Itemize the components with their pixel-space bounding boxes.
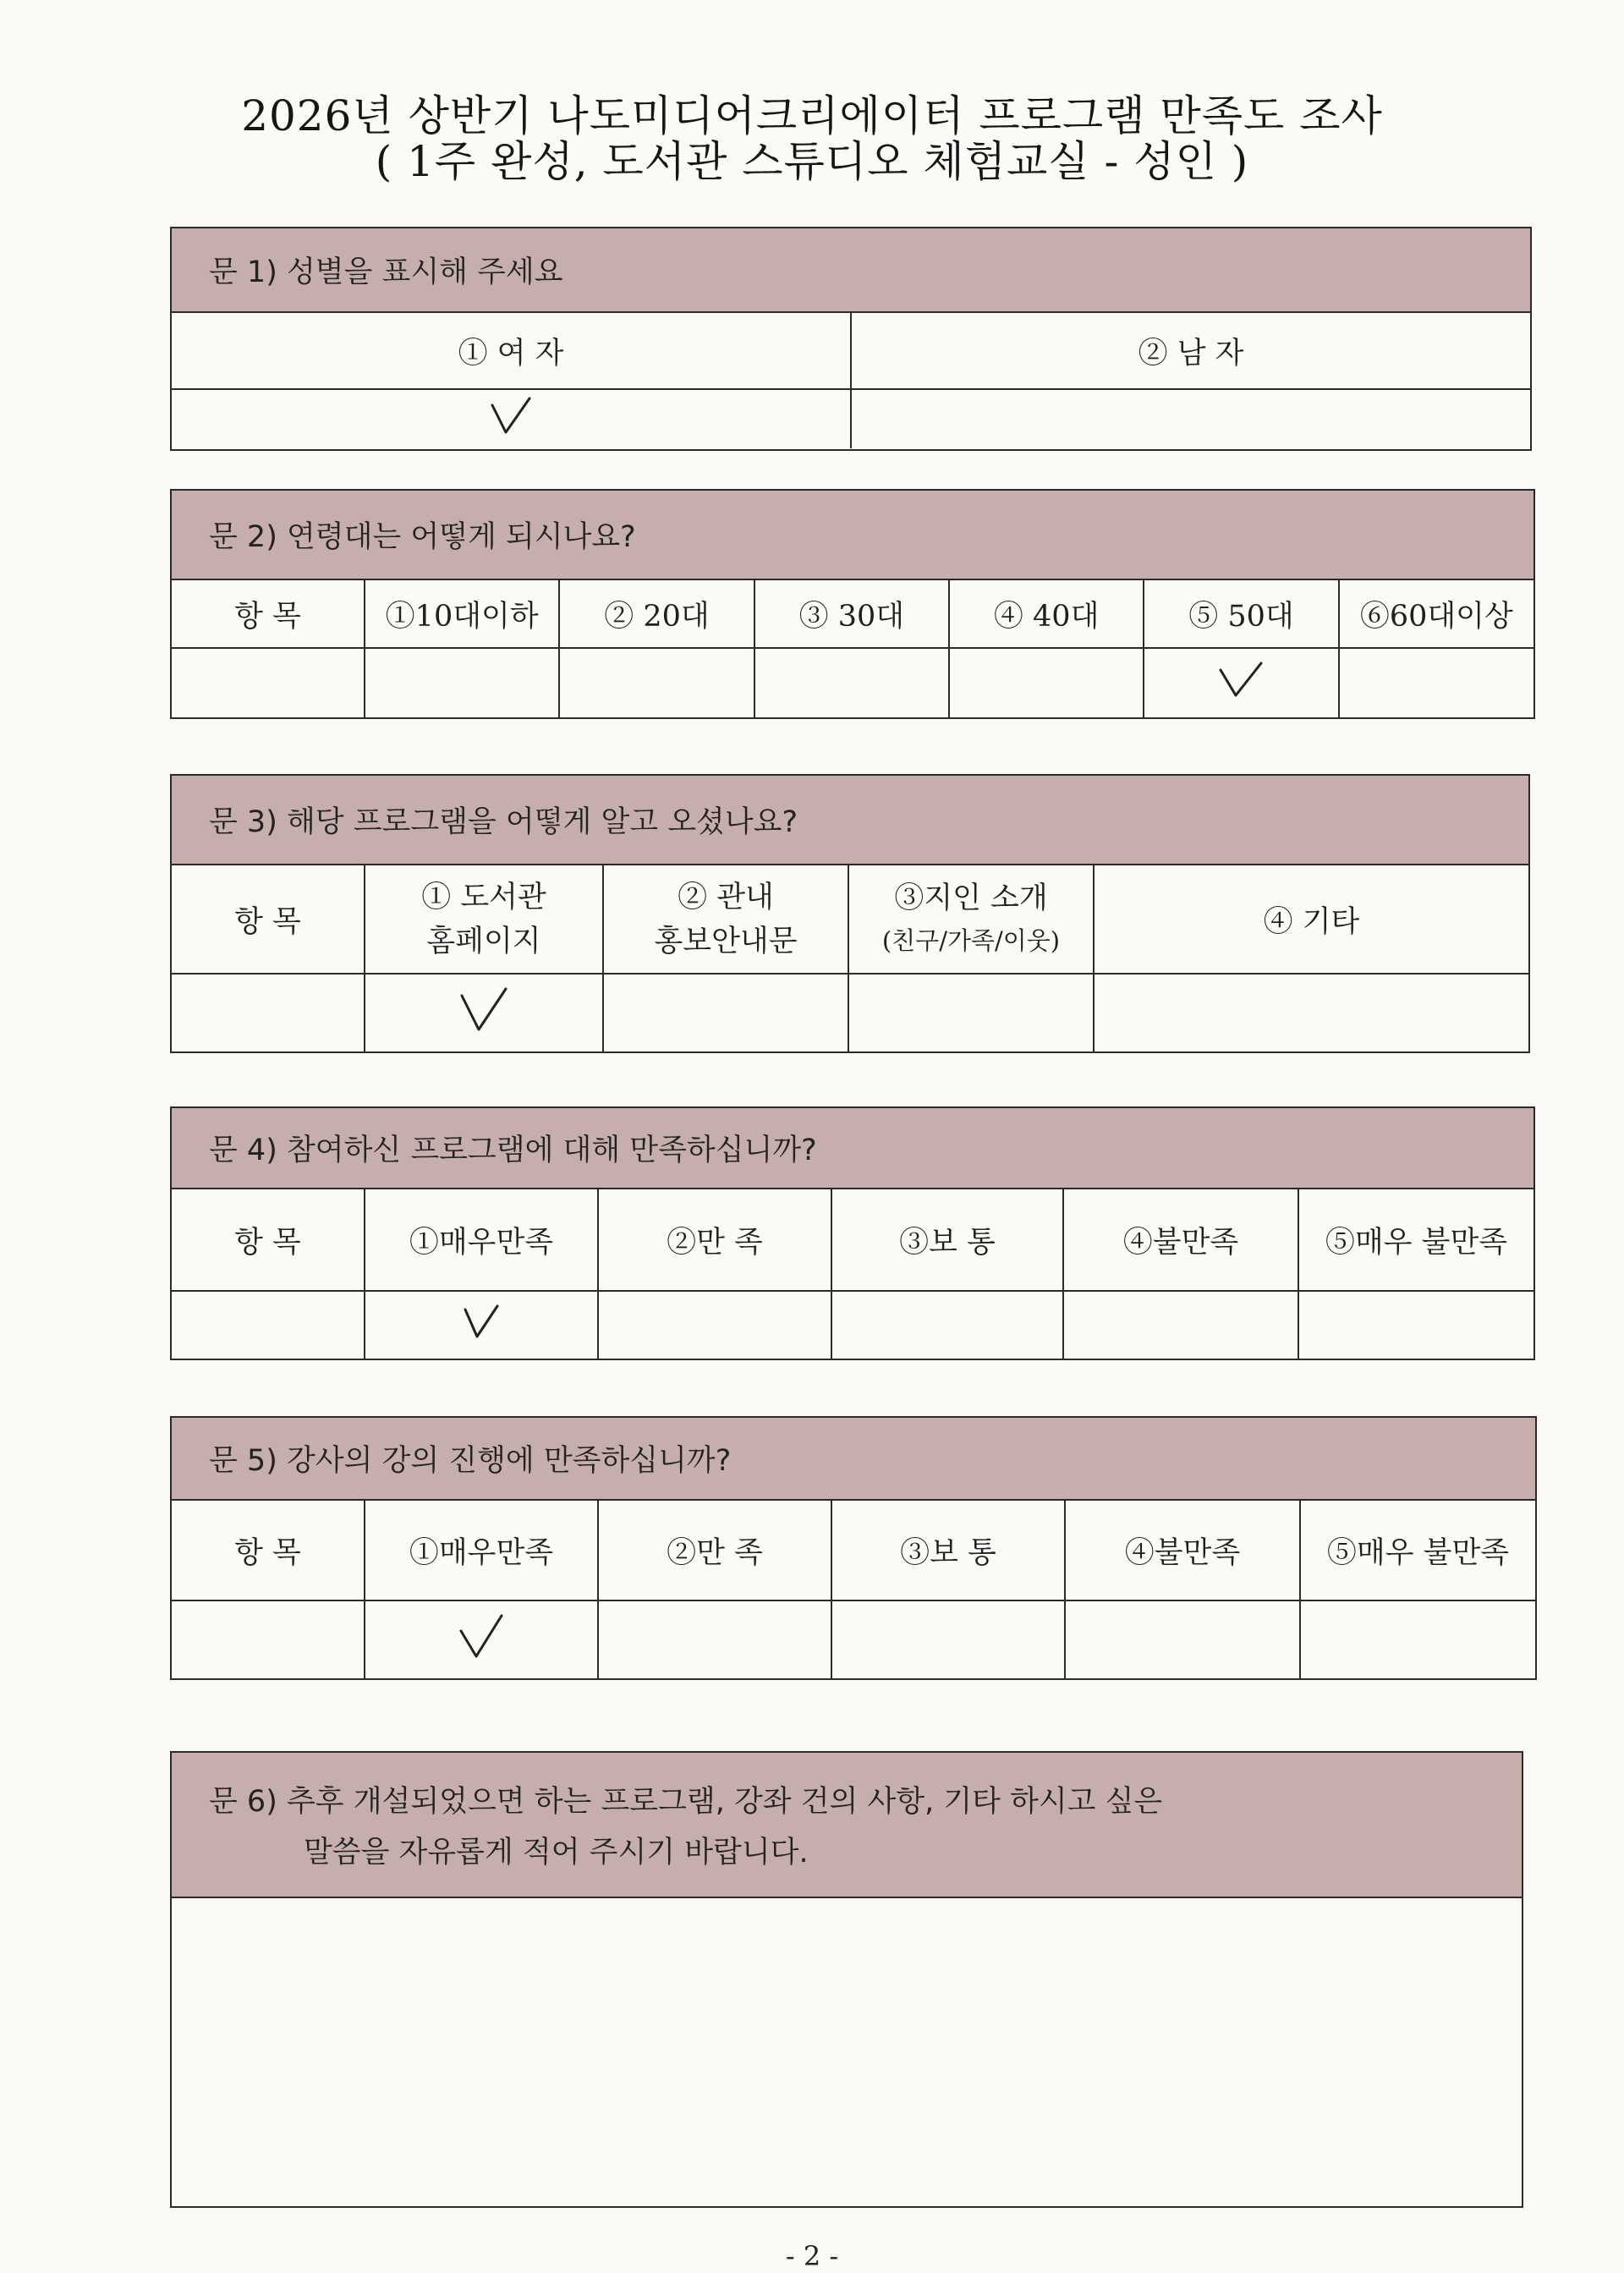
q5-answer-very-dissatisfied[interactable]: [1300, 1600, 1535, 1678]
question-1-table: [172, 313, 1530, 448]
q2-answer-20s[interactable]: [559, 648, 754, 717]
q4-option-dissatisfied: ④불만족: [1063, 1189, 1298, 1291]
q2-answer-50s[interactable]: [1144, 648, 1338, 717]
q1-answer-male[interactable]: [851, 389, 1530, 448]
question-6-header: [172, 1753, 1522, 1898]
q3-answer-homepage[interactable]: [365, 974, 603, 1051]
question-3-table: [172, 865, 1528, 1051]
q4-option-neutral: ③보 통: [831, 1189, 1063, 1291]
q3-option-other: ④ 기타: [1094, 865, 1528, 974]
q1-option-female: ① 여 자: [172, 313, 851, 389]
question-5-box: [170, 1416, 1537, 1680]
q5-option-very-dissatisfied: ⑤매우 불만족: [1300, 1501, 1535, 1600]
q4-option-very-dissatisfied: ⑤매우 불만족: [1298, 1189, 1533, 1291]
q5-option-very-satisfied: ①매우만족: [365, 1501, 598, 1600]
q2-answer-40s[interactable]: [949, 648, 1144, 717]
q2-option-40s: ④ 40대: [949, 580, 1144, 648]
question-1-header: 문 1) 성별을 표시해 주세요: [172, 228, 1530, 313]
q5-answer-satisfied[interactable]: [598, 1600, 831, 1678]
q2-option-30s: ③ 30대: [754, 580, 949, 648]
q3-option-flyer-line1: ② 관내: [678, 880, 774, 914]
question-4-header: 문 4) 참여하신 프로그램에 대해 만족하십니까?: [172, 1108, 1533, 1189]
free-response-area[interactable]: [172, 1898, 1522, 2206]
q5-answer-neutral[interactable]: [831, 1600, 1065, 1678]
q3-answer-referral[interactable]: [848, 974, 1094, 1051]
q4-answer-dissatisfied[interactable]: [1063, 1291, 1298, 1359]
q1-answer-female[interactable]: [172, 389, 851, 448]
q2-row-label: 항 목: [172, 580, 365, 648]
question-6-box: [170, 1751, 1523, 2208]
q3-row-label: 항 목: [172, 865, 365, 974]
check-mark-icon: [489, 395, 533, 436]
q2-option-50s: ⑤ 50대: [1144, 580, 1338, 648]
q5-option-dissatisfied: ④불만족: [1065, 1501, 1300, 1600]
q2-option-20s: ② 20대: [559, 580, 754, 648]
q4-answer-satisfied[interactable]: [598, 1291, 831, 1359]
question-4-table: [172, 1189, 1533, 1359]
question-3-box: [170, 774, 1530, 1053]
question-2-box: [170, 489, 1535, 719]
q3-option-homepage-line2: 홈페이지: [426, 924, 541, 958]
q3-answer-flyer[interactable]: [603, 974, 848, 1051]
question-5-header: 문 5) 강사의 강의 진행에 만족하십니까?: [172, 1418, 1535, 1501]
check-mark-icon: [462, 1303, 501, 1340]
q5-option-neutral: ③보 통: [831, 1501, 1065, 1600]
q4-answer-neutral[interactable]: [831, 1291, 1063, 1359]
q3-option-referral-line2: (친구/가족/이웃): [881, 925, 1061, 955]
q5-answer-dissatisfied[interactable]: [1065, 1600, 1300, 1678]
q5-answer-label-cell: [172, 1600, 365, 1678]
question-2-table: [172, 580, 1533, 717]
page-number: - 2 -: [785, 2240, 839, 2272]
check-mark-icon: [458, 1612, 505, 1660]
q2-option-60s: ⑥60대이상: [1339, 580, 1533, 648]
q4-option-satisfied: ②만 족: [598, 1189, 831, 1291]
q2-answer-60s[interactable]: [1339, 648, 1533, 717]
q1-option-male: ② 남 자: [851, 313, 1530, 389]
question-4-box: [170, 1106, 1535, 1360]
q2-answer-teens[interactable]: [365, 648, 559, 717]
q3-option-homepage: [365, 865, 603, 974]
q4-answer-very-satisfied[interactable]: [365, 1291, 598, 1359]
question-2-header: 문 2) 연령대는 어떻게 되시나요?: [172, 491, 1533, 580]
question-3-header: 문 3) 해당 프로그램을 어떻게 알고 오셨나요?: [172, 776, 1528, 865]
question-6-line1: 문 6) 추후 개설되었으면 하는 프로그램, 강좌 건의 사항, 기타 하시고 싶은: [209, 1785, 1163, 1819]
q3-option-homepage-line1: ① 도서관: [421, 880, 546, 914]
q3-option-referral-line1: ③지인 소개: [894, 881, 1048, 915]
survey-title: 2026년 상반기 나도미디어크리에이터 프로그램 만족도 조사: [241, 91, 1383, 140]
q4-row-label: 항 목: [172, 1189, 365, 1291]
q2-answer-30s[interactable]: [754, 648, 949, 717]
q3-answer-other[interactable]: [1094, 974, 1528, 1051]
q4-option-very-satisfied: ①매우만족: [365, 1189, 598, 1291]
q4-answer-label-cell: [172, 1291, 365, 1359]
q3-option-flyer: [603, 865, 848, 974]
survey-subtitle: ( 1주 완성, 도서관 스튜디오 체험교실 - 성인 ): [375, 137, 1249, 186]
q5-option-satisfied: ②만 족: [598, 1501, 831, 1600]
q3-option-flyer-line2: 홍보안내문: [654, 924, 798, 958]
q4-answer-very-dissatisfied[interactable]: [1298, 1291, 1533, 1359]
q2-option-teens: ①10대이하: [365, 580, 559, 648]
question-6-line2: 말씀을 자유롭게 적어 주시기 바랍니다.: [304, 1836, 809, 1869]
check-mark-icon: [458, 986, 509, 1033]
question-5-table: [172, 1501, 1535, 1678]
q3-answer-label-cell: [172, 974, 365, 1051]
q2-answer-label-cell: [172, 648, 365, 717]
q5-answer-very-satisfied[interactable]: [365, 1600, 598, 1678]
q5-row-label: 항 목: [172, 1501, 365, 1600]
check-mark-icon: [1217, 660, 1265, 699]
q3-option-referral: [848, 865, 1094, 974]
question-1-box: [170, 227, 1532, 451]
